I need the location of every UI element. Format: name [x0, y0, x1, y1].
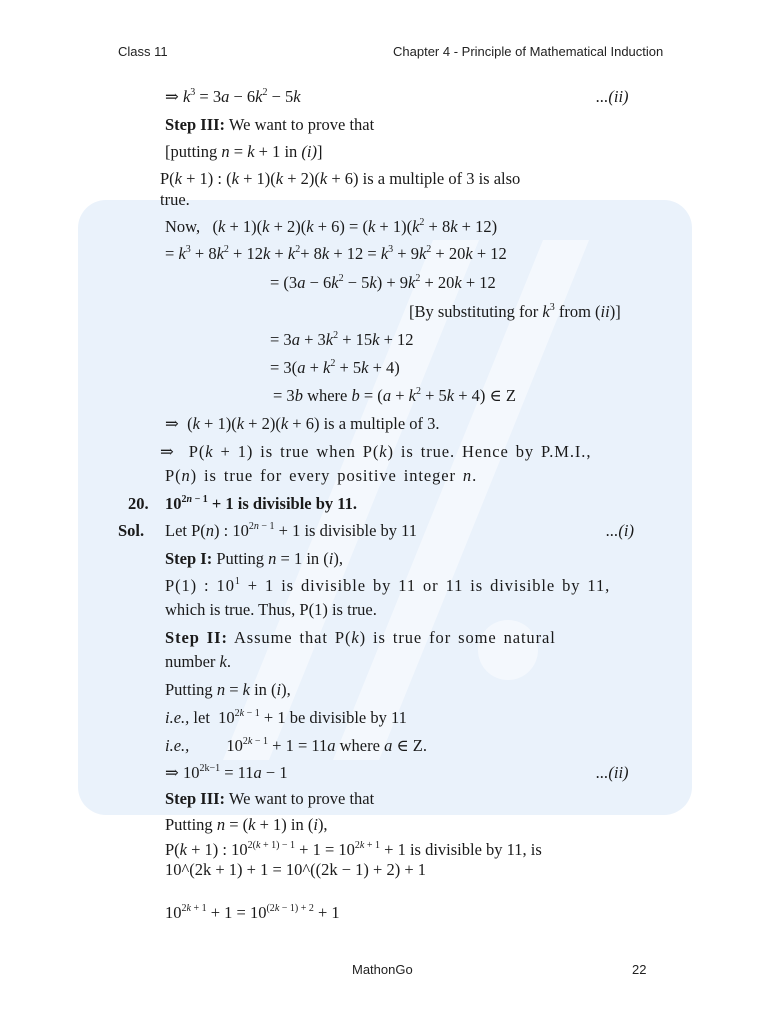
simplification-line-3: = 3b where $b = (a + k^2 + 5k + 4)$ ∈ Z	[273, 386, 516, 405]
question-statement: $10^{2n - 1} + 1$ is divisible by 11.	[165, 494, 357, 513]
substitution-line: = $(3a - 6k^2 - 5k) + 9k^2 + 20k + 12$	[270, 273, 496, 292]
simplification-line-2: = $3(a + k^2 + 5k + 4)$	[270, 358, 400, 377]
equation-k-cubed: ⇒ $k^3 = 3a - 6k^2 - 5k$	[165, 87, 301, 106]
substitution-note: [By substituting for $k^3$ from (ii)]	[409, 302, 621, 321]
multiple-of-3-conclusion: ⇒ (k + 1)(k + 2)(k + 6) is a multiple of 3.	[165, 414, 440, 433]
equation-11a-minus-1: ⇒ $10^{2k-1} = 11a - 1$	[165, 763, 288, 782]
putting-n-equals-k: Putting n = k in (i),	[165, 680, 291, 699]
step-iii-heading-second: Step III: We want to prove that	[165, 789, 375, 808]
step-iii-heading: Step III: We want to prove that	[165, 115, 375, 134]
simplification-line-1: = $3a + 3k^2 + 15k + 12$	[270, 330, 414, 349]
step-ii-heading: Step II: Assume that P(k) is true for some natural	[165, 628, 556, 647]
final-expansion: $10^{2k + 1} + 1 = 10^{(2k - 1) + 2} + 1$	[165, 903, 340, 922]
page-number: 22	[632, 962, 647, 977]
p1-true: which is true. Thus, P(1) is true.	[165, 600, 377, 619]
p-k-plus-1-statement: P(k + 1) : (k + 1)(k + 2)(k + 6) is a multiple of 3 is also	[160, 169, 521, 188]
question-number: 20.	[128, 494, 149, 513]
equation-ref-i: ...(i)	[606, 521, 634, 540]
pmi-conclusion-2: P(n) is true for every positive integer n.	[165, 466, 478, 485]
putting-note: [putting n = k + 1 in (i)]	[165, 142, 323, 161]
natural-number-k: number k.	[165, 652, 231, 671]
class-label: Class 11	[118, 44, 168, 59]
ie-let-statement: i.e., let $10^{2k - 1} + 1$ be divisible by 11	[165, 708, 407, 727]
footer-brand: MathonGo	[352, 962, 413, 977]
equation-ref-ii: ...(ii)	[596, 87, 629, 106]
chapter-title: Chapter 4 - Principle of Mathematical Induction	[393, 44, 664, 59]
let-pn-statement: Let P(n) : $10^{2n - 1} + 1$ is divisible by 11	[165, 521, 418, 540]
putting-n-equals-k-plus-1: Putting n = (k + 1) in (i),	[165, 815, 328, 834]
expansion-line-1: Now, $(k + 1)(k + 2)(k + 6) = (k + 1)(k^2 + 8k + 12)$	[165, 217, 498, 236]
expansion-line-2: = $k^3 + 8k^2 + 12k + k^2+ 8k + 12 = k^3 + 9k^2 + 20k + 12$	[165, 244, 507, 263]
equation-ref-ii-second: ...(ii)	[596, 763, 629, 782]
pmi-conclusion-1: ⇒ P(k + 1) is true when P(k) is true. Hence by P.M.I.,	[160, 442, 592, 461]
statement-continuation: true.	[160, 190, 190, 209]
step-i-heading: Step I: Putting n = 1 in (i),	[165, 549, 344, 568]
solution-label: Sol.	[118, 521, 145, 540]
p1-statement: P(1) : $10^1 + 1$ is divisible by 11 or 11 is divisible by 11,	[165, 576, 611, 595]
ie-equals-statement: i.e., $10^{2k - 1} + 1 = 11a$ where a ∈ Z.	[165, 736, 427, 755]
p-k-plus-1-divisible: P(k + 1) : $10^{2(k + 1) - 1} + 1 = 10^{2k + 1} + 1$ is divisible by 11, is	[165, 840, 542, 859]
also-true: 10^(2k + 1) + 1 = 10^((2k − 1) + 2) + 1	[165, 860, 427, 879]
